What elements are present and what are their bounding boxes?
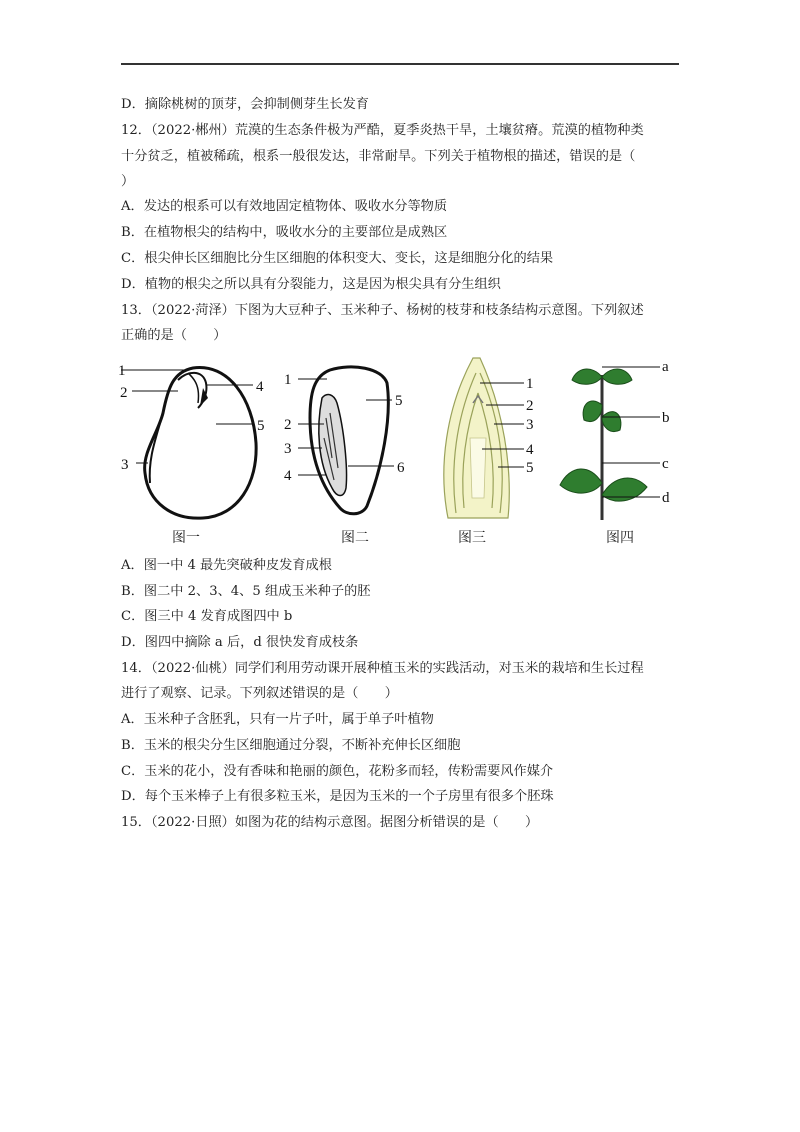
fig4-label-b: b: [662, 410, 670, 426]
figure-4-caption: 图四: [606, 530, 634, 546]
question-12-text: 12．（2022·郴州）荒漠的生态条件极为严酷，夏季炎热干旱，土壤贫瘠。荒漠的植物种类: [121, 123, 644, 138]
fig3-label-1: 1: [526, 376, 534, 392]
fig1-label-1: 1: [118, 363, 126, 379]
q13-option-b: B．图二中 2、3、4、5 组成玉米种子的胚: [121, 584, 371, 599]
fig1-label-5: 5: [257, 418, 265, 434]
fig3-label-4: 4: [526, 442, 534, 458]
option-d: D．植物的根尖之所以具有分裂能力，这是因为根尖具有分生组织: [121, 277, 501, 292]
fig3-label-3: 3: [526, 417, 534, 433]
question-12-paren: ）: [121, 174, 135, 189]
fig2-label-2: 2: [284, 417, 292, 433]
header-rule: [121, 63, 679, 65]
figure-1-caption: 图一: [172, 530, 200, 546]
fig2-label-3: 3: [284, 441, 292, 457]
fig2-label-4: 4: [284, 468, 292, 484]
fig2-label-1: 1: [284, 372, 292, 388]
option-b: B．在植物根尖的结构中，吸收水分的主要部位是成熟区: [121, 225, 448, 240]
fig2-label-5: 5: [395, 393, 403, 409]
question-14-text: 14．（2022·仙桃）同学们利用劳动课开展种植玉米的实践活动，对玉米的栽培和生长过程: [121, 661, 644, 676]
figure-2-caption: 图二: [341, 530, 369, 546]
q14-option-b: B．玉米的根尖分生区细胞通过分裂，不断补充伸长区细胞: [121, 738, 461, 753]
figure-3-caption: 图三: [458, 530, 486, 546]
q14-option-d: D．每个玉米棒子上有很多粒玉米，是因为玉米的一个子房里有很多个胚珠: [121, 789, 554, 804]
q14-option-c: C．玉米的花小，没有香味和艳丽的颜色，花粉多而轻，传粉需要风作媒介: [121, 764, 554, 779]
fig4-label-a: a: [662, 359, 669, 375]
fig1-label-2: 2: [120, 385, 128, 401]
option-text: D．摘除桃树的顶芽，会抑制侧芽生长发育: [121, 97, 369, 112]
fig2-label-6: 6: [397, 460, 405, 476]
question-13-text-cont: 正确的是（ ）: [121, 328, 227, 343]
q13-option-a: A．图一中 4 最先突破种皮发育成根: [121, 558, 332, 573]
fig1-label-3: 3: [121, 457, 129, 473]
figure-1-soybean-seed: [118, 358, 278, 523]
option-a: A．发达的根系可以有效地固定植物体、吸收水分等物质: [121, 199, 448, 214]
option-c: C．根尖伸长区细胞比分生区细胞的体积变大、变长，这是细胞分化的结果: [121, 251, 554, 266]
question-12-text-cont: 十分贫乏，植被稀疏，根系一般很发达，非常耐旱。下列关于植物根的描述，错误的是（: [121, 149, 636, 164]
fig1-label-4: 4: [256, 379, 264, 395]
question-15-text: 15．（2022·日照）如图为花的结构示意图。据图分析错误的是（ ）: [121, 815, 539, 830]
q14-option-a: A．玉米种子含胚乳，只有一片子叶，属于单子叶植物: [121, 712, 434, 727]
q13-option-c: C．图三中 4 发育成图四中 b: [121, 609, 293, 624]
q13-option-d: D．图四中摘除 a 后，d 很快发育成枝条: [121, 635, 359, 650]
question-13-text: 13．（2022·菏泽）下图为大豆种子、玉米种子、杨树的枝芽和枝条结构示意图。下列叙述: [121, 303, 644, 318]
figure-2-corn-seed: [282, 358, 422, 523]
fig4-label-d: d: [662, 490, 670, 506]
fig3-label-5: 5: [526, 460, 534, 476]
question-14-text-cont: 进行了观察、记录。下列叙述错误的是（ ）: [121, 686, 398, 701]
figure-3-poplar-bud: [428, 348, 553, 528]
figure-4-poplar-branch: [552, 355, 682, 525]
fig4-label-c: c: [662, 456, 669, 472]
fig3-label-2: 2: [526, 398, 534, 414]
